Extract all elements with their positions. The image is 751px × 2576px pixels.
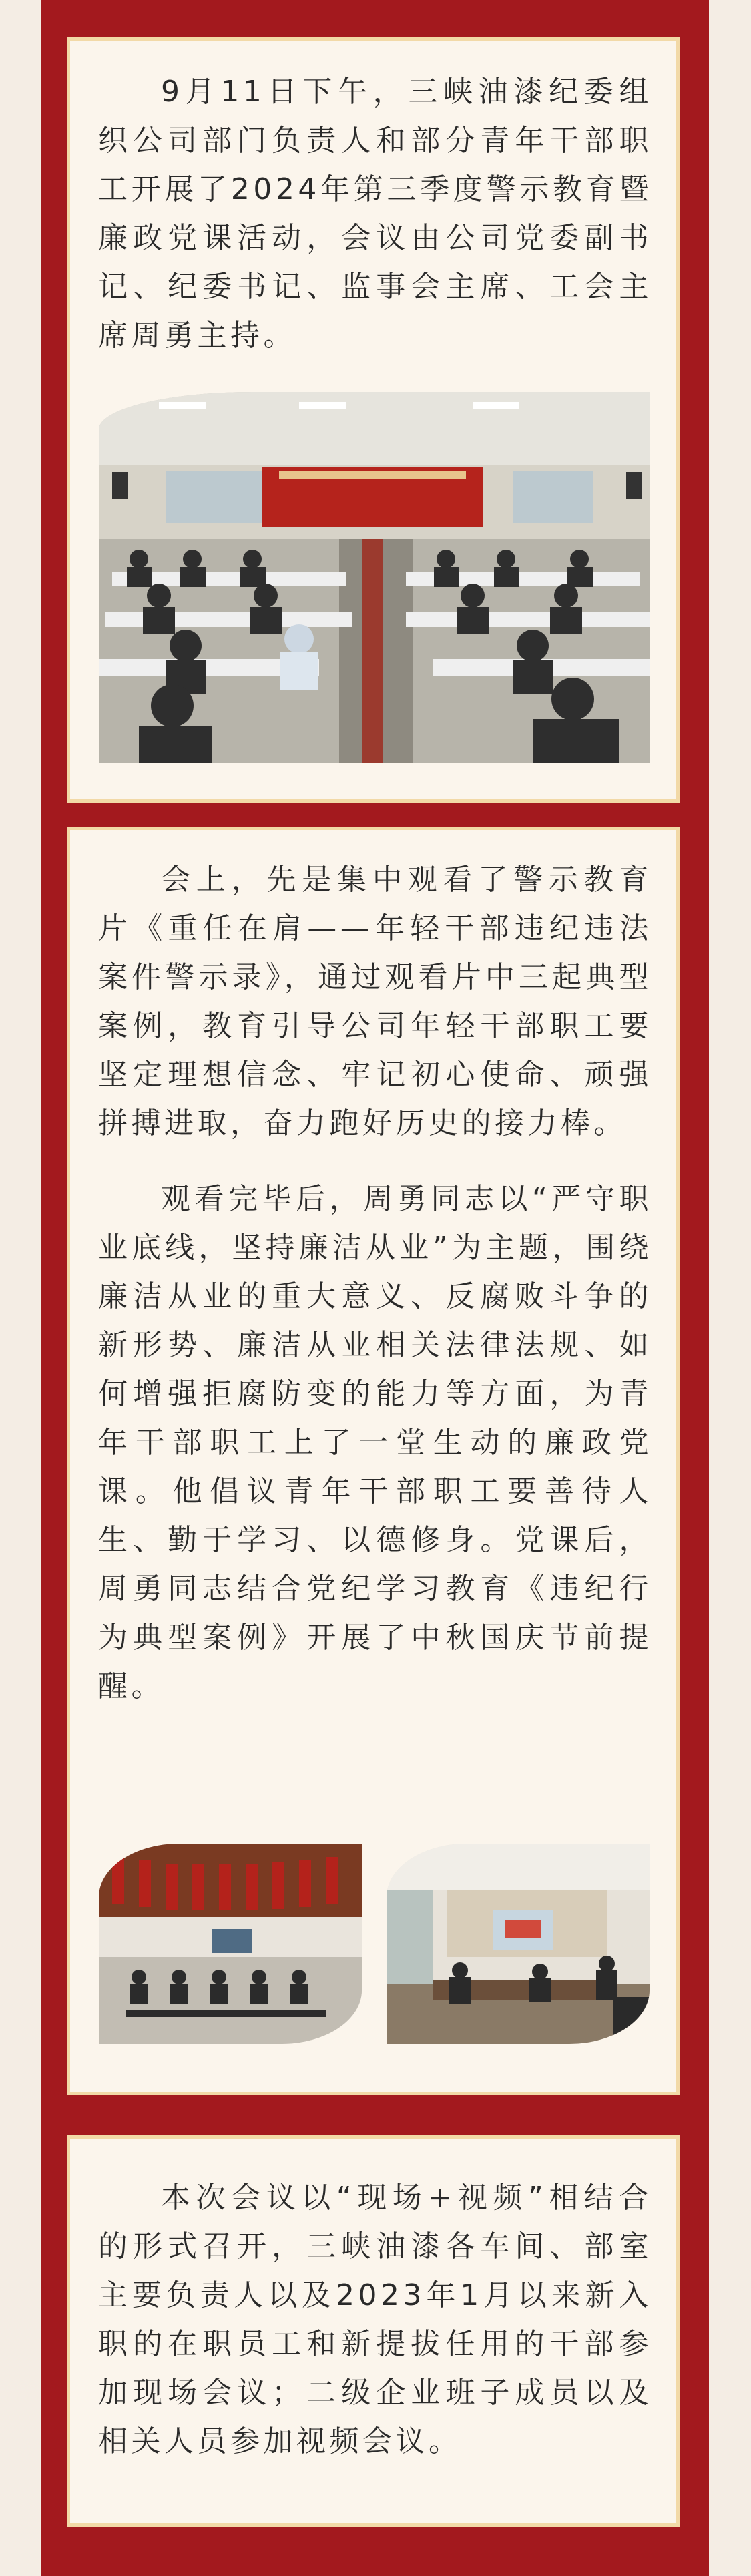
lecture-room-photo [99, 1844, 362, 2044]
video-conference-photo-drawing [387, 1844, 650, 2044]
paragraph-3: 观看完毕后，周勇同志以“严守职业底线，坚持廉洁从业”为主题，围绕廉洁从业的重大意义、反腐败斗争的新形势、廉洁从业相关法律法规、如何增强拒腐防变的能力等方面，为青年干部职工上了一堂生动的廉政党课。他倡议青年干部职工要善待人生、勤于学习、以德修身。党课后，周勇同志结合党纪学习教育《违纪行为典型案例》开展了中秋国庆节前提醒。 [98, 1182, 652, 1703]
paragraph-2: 会上，先是集中观看了警示教育片《重任在肩——年轻干部违纪违法案件警示录》，通过观看片中三起典型案例，教育引导公司年轻干部职工要坚定理想信念、牢记初心使命、顽强拼搏进取，奋力跑好历史的接力棒。 [98, 863, 652, 1140]
paragraph-1: 9月11日下午，三峡油漆纪委组织公司部门负责人和部分青年干部职工开展了2024年第三季度警示教育暨廉政党课活动，会议由公司党委副书记、纪委书记、监事会主席、工会主席周勇主持。 [98, 75, 652, 353]
content-card-3 [67, 2135, 680, 2527]
content-card-2 [67, 827, 680, 2095]
meeting-hall-photo [99, 392, 650, 763]
meeting-hall-photo-drawing [99, 392, 650, 763]
video-conference-photo [387, 1844, 650, 2044]
paragraph-4: 本次会议以“现场+视频”相结合的形式召开，三峡油漆各车间、部室主要负责人以及2023年1月以来新入职的在职员工和新提拔任用的干部参加现场会议；二级企业班子成员以及相关人员参加视频会议。 [98, 2181, 652, 2458]
content-card-1 [67, 37, 680, 803]
lecture-room-photo-drawing [99, 1844, 362, 2044]
